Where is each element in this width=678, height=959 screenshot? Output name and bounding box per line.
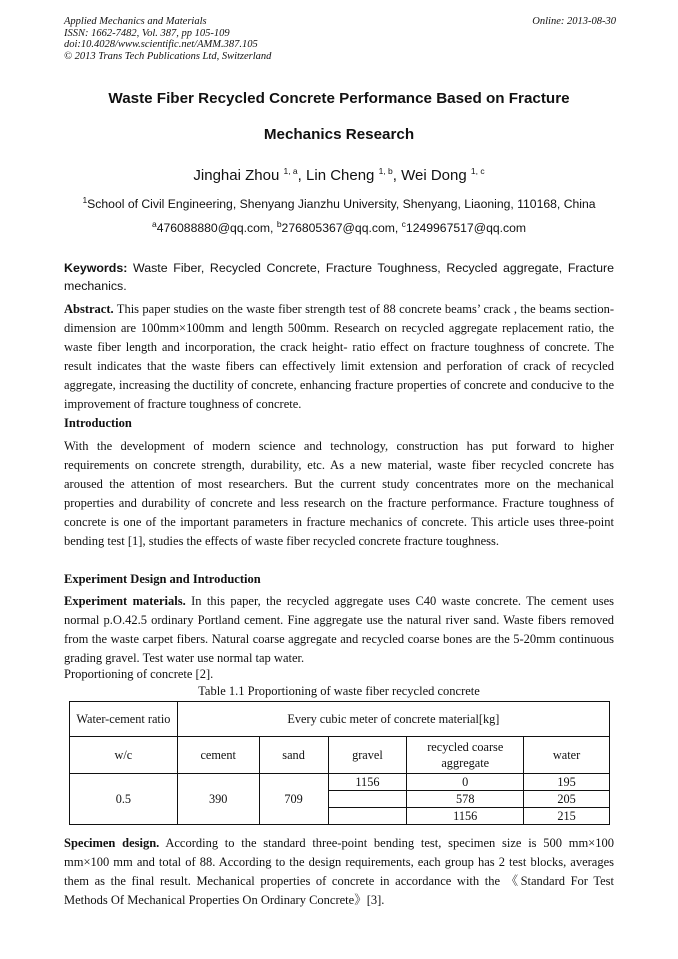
author-emails bbox=[64, 219, 614, 235]
table-row bbox=[70, 774, 610, 791]
table-cell: 1156 bbox=[328, 774, 407, 791]
email-address: 276805367@qq.com, bbox=[281, 221, 402, 236]
keywords-label: Keywords: bbox=[64, 261, 128, 275]
author-separator: , bbox=[392, 167, 402, 184]
journal-name: Applied Mechanics and Materials bbox=[64, 16, 207, 27]
table-cell: 709 bbox=[259, 774, 328, 825]
author-affil-mark: 1, b bbox=[378, 166, 393, 176]
column-header: sand bbox=[259, 737, 328, 774]
keywords bbox=[64, 259, 614, 295]
header-cell: Every cubic meter of concrete material[kg] bbox=[177, 702, 609, 737]
column-header: recycled coarse aggregate bbox=[407, 737, 524, 774]
doi-line: doi:10.4028/www.scientific.net/AMM.387.105 bbox=[64, 39, 258, 50]
specimen-text: According to the standard three-point bending test, specimen size is 500 mm×100 mm×100 mm and total of 88. According to the design requirements, each group has 2 test blocks, averages them as the final result. Mechanical properties of concrete in accordance with the 《Standard For Test Methods Of Mechanical Properties On Ordinary Concrete》[3]. bbox=[64, 836, 614, 907]
experiment-heading: Experiment Design and Introduction bbox=[64, 572, 261, 586]
materials-text: In this paper, the recycled aggregate uses C40 waste concrete. The cement uses normal p.O.42.5 ordinary Portland cement. Fine aggregate use the natural river sand. Waste fibers removed from the waste carpet fibers. Natural coarse aggregate and recycled coarse bones are the 5-20mm continuous grading gravel. Test water use normal tap water. bbox=[64, 594, 615, 665]
column-header: cement bbox=[177, 737, 259, 774]
email-mark: a bbox=[151, 219, 157, 229]
table-header-row bbox=[70, 702, 610, 737]
author-separator: , bbox=[297, 167, 307, 184]
table-cell: 1156 bbox=[407, 808, 524, 825]
email-address: 476088880@qq.com, bbox=[156, 221, 277, 236]
paper-title-line-1: Waste Fiber Recycled Concrete Performance Based on Fracture bbox=[108, 90, 570, 107]
author-name: Wei Dong bbox=[401, 167, 467, 184]
introduction-heading: Introduction bbox=[64, 416, 132, 430]
table-cell bbox=[328, 791, 407, 808]
email-mark: c bbox=[401, 219, 406, 229]
experiment-materials bbox=[64, 592, 614, 668]
paper-title-line-2: Mechanics Research bbox=[263, 126, 415, 143]
proportioning-table bbox=[69, 701, 610, 825]
column-header: gravel bbox=[328, 737, 407, 774]
proportioning-line: Proportioning of concrete [2]. bbox=[64, 667, 214, 681]
header-cell: Water-cement ratio bbox=[70, 702, 178, 737]
column-header: water bbox=[524, 737, 610, 774]
affiliation-text: School of Civil Engineering, Shenyang Jianzhu University, Shenyang, Liaoning, 110168, China bbox=[87, 197, 596, 212]
abstract-text: This paper studies on the waste fiber strength test of 88 concrete beams’ crack , the beams section-dimension are 100mm×100mm and length 500mm. Research on recycled aggregate replacement ratio, the waste fiber length and incorporation, the crack height- ratio effect on fracture toughness of concrete. The result indicates that the waste fibers can effectively limit extension and perforation of crack of recycled aggregate, increasing the ductility of concrete, enhancing fracture properties of concrete and conducive to the improvement of fracture toughness of concrete. bbox=[64, 302, 614, 411]
email-address: 1249967517@qq.com bbox=[405, 221, 527, 236]
copyright-line: © 2013 Trans Tech Publications Ltd, Switzerland bbox=[64, 50, 272, 62]
table-cell: 0.5 bbox=[70, 774, 178, 825]
abstract bbox=[64, 300, 614, 413]
table-caption: Table 1.1 Proportioning of waste fiber recycled concrete bbox=[198, 684, 480, 698]
author-name: Lin Cheng bbox=[306, 167, 375, 184]
affiliation-mark: 1 bbox=[82, 195, 88, 205]
table-subheader-row bbox=[70, 737, 610, 774]
author-list bbox=[64, 166, 614, 184]
email-mark: b bbox=[276, 219, 282, 229]
table-cell: 390 bbox=[177, 774, 259, 825]
materials-label: Experiment materials. bbox=[64, 594, 186, 608]
author-affil-mark: 1, a bbox=[283, 166, 298, 176]
table-cell: 195 bbox=[524, 774, 610, 791]
table-cell: 0 bbox=[407, 774, 524, 791]
affiliation bbox=[64, 195, 614, 211]
online-date: Online: 2013-08-30 bbox=[532, 16, 616, 27]
journal-header bbox=[64, 16, 271, 62]
issn-line: ISSN: 1662-7482, Vol. 387, pp 105-109 bbox=[64, 27, 230, 39]
specimen-design bbox=[64, 834, 614, 910]
keywords-text: Waste Fiber, Recycled Concrete, Fracture Toughness, Recycled aggregate, Fracture mechanics. bbox=[64, 261, 614, 293]
table-cell: 578 bbox=[407, 791, 524, 808]
author-name: Jinghai Zhou bbox=[193, 167, 280, 184]
author-affil-mark: 1, c bbox=[470, 166, 485, 176]
abstract-label: Abstract. bbox=[64, 302, 114, 316]
specimen-label: Specimen design. bbox=[64, 836, 160, 850]
table-cell bbox=[328, 808, 407, 825]
column-header: w/c bbox=[70, 737, 178, 774]
table-cell: 215 bbox=[524, 808, 610, 825]
table-cell: 205 bbox=[524, 791, 610, 808]
introduction-text: With the development of modern science and technology, construction has put forward to higher requirements on concrete strength, durability, etc. As a new material, waste fiber recycled concrete has aroused the attention of most researchers. But the current study concentrates more on the mechanical properties and durability of concrete and less research on the fracture performance. Fracture toughness of concrete is one of the important parameters in fracture mechanics of concrete. This article uses three-point bending test [1], studies the effects of waste fiber recycled concrete fracture toughness. bbox=[64, 439, 614, 548]
